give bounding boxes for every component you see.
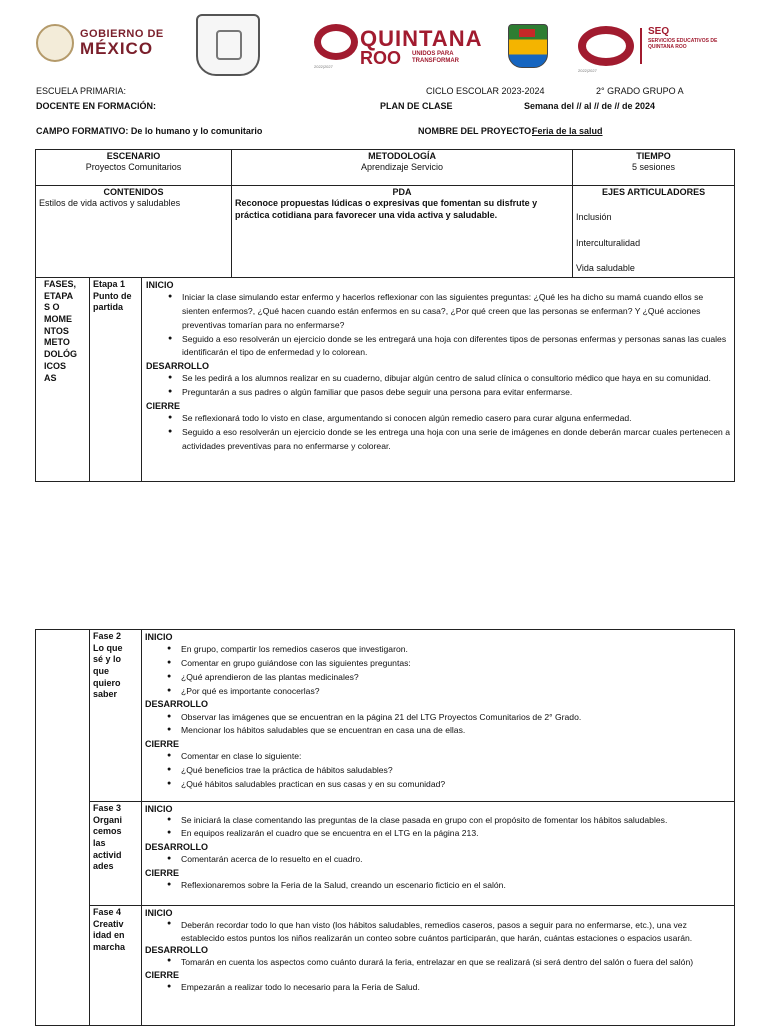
fase4-label: Fase 4 Creativ idad en marcha (90, 906, 142, 1026)
gob-line1: GOBIERNO DE (80, 28, 164, 40)
list-item: ● Reflexionaremos sobre la Feria de la Salud, creando un escenario ficticio en el salón. (181, 879, 731, 893)
metodologia-value: Aprendizaje Servicio (361, 162, 444, 173)
ejes-header: EJES ARTICULADORES (601, 187, 706, 197)
proyecto-label: NOMBRE DEL PROYECTO: (418, 126, 535, 136)
national-seal-icon (36, 24, 74, 62)
seq-q-mark-icon (578, 26, 634, 66)
plan-de-clase: PLAN DE CLASE (380, 101, 453, 111)
list-item: ● Mencionar los hábitos saludables que se encuentran en casa una de ellas. (181, 724, 731, 738)
list-item: ● Se iniciará la clase comentando las preguntas de la clase pasada en grupo con el propósito de fomentar los hábitos saludables. (181, 815, 731, 827)
eje-item: Vida saludable (576, 262, 635, 273)
semana: Semana del // al // de // de 2024 (524, 101, 656, 111)
list-item: ● Comentarán acerca de lo resuelto en el cuadro. (181, 853, 731, 867)
plan-table-1 (35, 149, 735, 482)
eje-item: Interculturalidad (576, 237, 641, 248)
campo-formativo: CAMPO FORMATIVO: De lo humano y lo comunitario (36, 126, 263, 136)
header-logos (0, 10, 768, 72)
cierre-heading: CIERRE (145, 867, 180, 878)
list-item: ● En grupo, compartir los remedios caseros que investigaron. (181, 643, 731, 657)
seq-divider (640, 28, 642, 64)
list-item: ● ¿Qué aprendieron de las plantas medicinales? (181, 671, 731, 685)
state-crest-icon (508, 24, 548, 68)
proyecto-value: Feria de la salud (532, 126, 603, 136)
list-item: ● ¿Qué hábitos saludables practican en sus casas y en su comunidad? (181, 778, 731, 792)
q-mark-icon (314, 24, 358, 60)
grado-grupo: 2° GRADO GRUPO A (596, 86, 684, 96)
cierre-heading: CIERRE (146, 400, 181, 411)
inicio-heading: INICIO (145, 908, 173, 918)
contenidos-value: Estilos de vida activos y saludables (39, 198, 181, 209)
escenario-header: ESCENARIO (106, 151, 161, 161)
seq-logo (578, 26, 738, 73)
desarrollo-heading: DESARROLLO (145, 841, 208, 852)
list-item: ● Se reflexionará todo lo visto en clase, argumentando si conocen algún remedio casero para curar alguna enfermedad. (182, 412, 731, 426)
list-item: ● Se les pedirá a los alumnos realizar en su cuaderno, dibujar algún centro de salud clínica o consultorio médico que haya en su comunidad. (182, 372, 731, 386)
plan-table-2 (35, 629, 735, 1026)
tiempo-header: TIEMPO (636, 151, 671, 161)
inicio-heading: INICIO (145, 804, 173, 814)
escenario-value: Proyectos Comunitarios (85, 162, 182, 173)
list-item: ● Comentar en grupo guiándose con las siguientes preguntas: (181, 657, 731, 671)
desarrollo-heading: DESARROLLO (146, 361, 209, 371)
list-item: ● Tomarán en cuenta los aspectos como cuánto durará la feria, entrelazar en que se realizará (si será dentro del salón o fuera del salón) (181, 956, 731, 968)
inicio-heading: INICIO (146, 280, 174, 290)
qroo-years: 2022|2027 (314, 64, 333, 69)
desarrollo-heading: DESARROLLO (145, 699, 208, 710)
qroo-line2: ROO (360, 48, 402, 68)
list-item: ● ¿Por qué es importante conocerlas? (181, 685, 731, 699)
quintana-roo-logo (314, 24, 483, 69)
fase2-label: Fase 2 Lo que sé y lo que quiero saber (90, 630, 142, 802)
escuela-label: ESCUELA PRIMARIA: (36, 86, 127, 96)
pda-header: PDA (392, 187, 412, 197)
fases-column-empty (36, 630, 90, 1026)
list-item: ● ¿Qué beneficios trae la práctica de hábitos saludables? (181, 764, 731, 778)
gobierno-mexico-logo (36, 24, 164, 62)
list-item: ● Comentar en clase lo siguiente: (181, 750, 731, 764)
etapa1-label: Etapa 1 Punto de partida (90, 278, 142, 482)
ciclo-escolar: CICLO ESCOLAR 2023-2024 (426, 86, 545, 96)
cierre-heading: CIERRE (145, 969, 180, 980)
list-item: ● En equipos realizarán el cuadro que se encuentra en el LTG en la página 213. (181, 827, 731, 841)
gob-line2: MÉXICO (80, 39, 154, 58)
docente-label: DOCENTE EN FORMACIÓN: (36, 101, 156, 111)
list-item: ● Preguntarán a sus padres o algún familiar que pasos debe seguir una persona para evitar enfermarse. (182, 386, 731, 400)
inicio-heading: INICIO (145, 632, 173, 642)
seq-subtitle: SERVICIOS EDUCATIVOS DE QUINTANA ROO (648, 38, 718, 50)
tiempo-value: 5 sesiones (632, 162, 676, 173)
cierre-heading: CIERRE (145, 739, 180, 749)
fase3-label: Fase 3 Organi cemos las activid ades (90, 802, 142, 906)
pda-value: Reconoce propuestas lúdicas o expresivas que fomentan su disfrute y práctica cotidiana para favorecer una vida activa y saludable. (235, 198, 538, 220)
school-shield-icon (196, 14, 260, 76)
list-item: ● Observar las imágenes que se encuentran en la página 21 del LTG Proyectos Comunitarios de 2° Grado. (181, 711, 731, 725)
list-item: ● Seguido a eso resolverán un ejercicio donde se les entrega una hoja con una serie de imágenes en donde deberán marcar cuales pertenecen a actividades preventivas para no enfermarse y colorear. (182, 426, 731, 454)
seq-years: 2022|2027 (578, 68, 597, 73)
qroo-slogan: UNIDOS PARA TRANSFORMAR (412, 51, 459, 64)
eje-item: Inclusión (576, 212, 612, 223)
contenidos-header: CONTENIDOS (103, 187, 164, 197)
seq-title: SEQ (648, 26, 670, 37)
desarrollo-heading: DESARROLLO (145, 945, 208, 956)
metodologia-header: METODOLOGÍA (368, 151, 436, 161)
list-item: ● Deberán recordar todo lo que han visto (los hábitos saludables, remedios caseros, pasos a seguir para no enfermarse, etc.), una vez establecido estos puntos los niños realizarán un conteo sobre cuántos participarán, que harán, cuántas estaciones o espacios usarán. (181, 919, 731, 944)
fases-label: FASES, ETAPA S O MOME NTOS METO DOLÓG ICOS AS (36, 278, 90, 482)
list-item: ● Empezarán a realizar todo lo necesario para la Feria de Salud. (181, 981, 731, 995)
qroo-line1: QUINTANA (360, 26, 483, 51)
list-item: ● Seguido a eso resolverán un ejercicio donde se les entregará una hoja con diferentes tipos de personas enfermas y personas sanas las cuales identificarán el tipo de enfermedad y lo colorean. (182, 333, 731, 361)
list-item: ● Iniciar la clase simulando estar enfermo y hacerlos reflexionar con las siguientes preguntas: ¿Qué les ha dicho su mamá cuando ellos se sienten enfermos?, ¿Qué hacen cuando están enfermos en su casa?, ¿Por qué creen que las personas se enferman? Y ¿Qué acciones preventivas tomarían para no enfermarse? (182, 291, 731, 332)
